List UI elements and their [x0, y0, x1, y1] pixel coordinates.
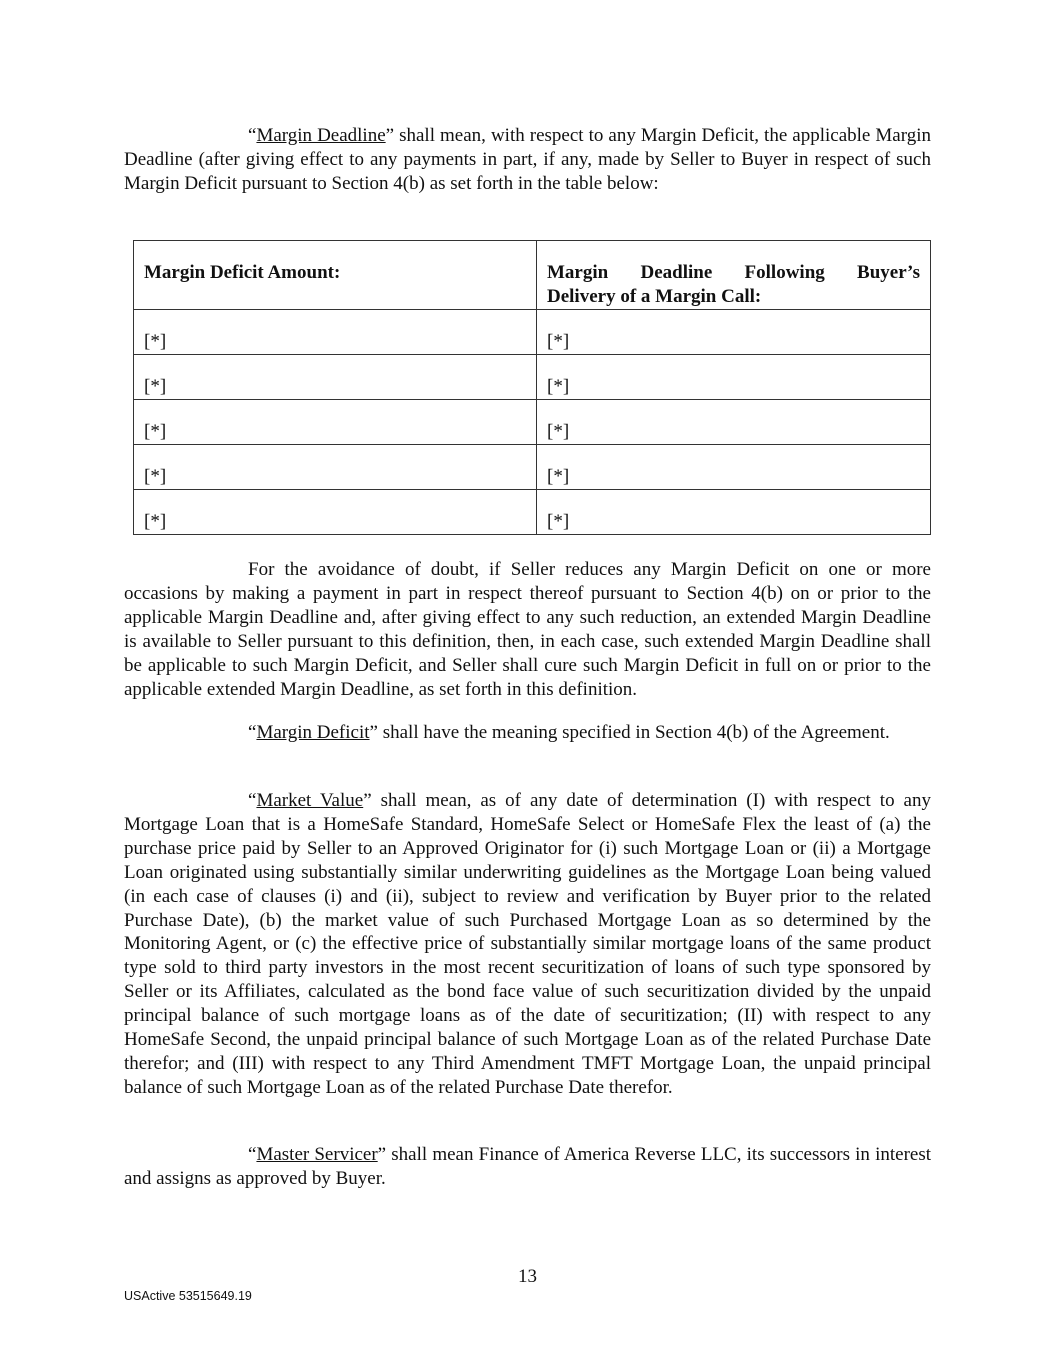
margin-deadline-table — [133, 240, 931, 535]
defined-term-margin-deadline: Margin Deadline — [256, 125, 386, 146]
table-cell: [*] — [134, 445, 537, 490]
open-quote: “ — [248, 1144, 257, 1165]
definition-text: ” shall mean, as of any date of determination (I) with respect to any Mortgage Loan that is a HomeSafe Standard, HomeSafe Select or HomeSafe Flex the least of (a) the purchase price paid by Seller to an Approved Originator for (i) such Mortgage Loan or (ii) a Mortgage Loan originated using substantially similar underwriting guidelines as the Mortgage Loan being valued (in each case of clauses (i) and (ii), subject to review and verification by Buyer prior to the related Purchase Date), (b) the market value of such Purchased Mortgage Loan as so determined by the Monitoring Agent, or (c) the effective price of substantially similar mortgage loans of the same product type sold to third party investors in the most recent securitization of loans of such type sponsored by Seller or its Affiliates, calculated as the bond face value of such securitization divided by the unpaid principal balance of such mortgage loans as of the date of securitization; (II) with respect to any HomeSafe Second, the unpaid principal balance of such Mortgage Loan as of the related Purchase Date therefor; and (III) with respect to any Third Amendment TMFT Mortgage Loan, the unpaid principal balance of such Mortgage Loan as of the related Purchase Date therefor. — [124, 790, 931, 1098]
table-header-row — [134, 241, 931, 310]
open-quote: “ — [248, 125, 257, 146]
table-cell: [*] — [134, 400, 537, 445]
table-cell: [*] — [537, 490, 931, 535]
defined-term-margin-deficit: Margin Deficit — [256, 722, 370, 743]
open-quote: “ — [248, 722, 257, 743]
document-id: USActive 53515649.19 — [124, 1289, 252, 1303]
table-cell: [*] — [537, 400, 931, 445]
table-cell: [*] — [537, 445, 931, 490]
table-cell: [*] — [537, 355, 931, 400]
table-row — [134, 490, 931, 535]
margin-deficit-definition — [124, 721, 931, 745]
definition-text: ” shall mean Finance of America Reverse LLC, its successors in interest and assigns as approved by Buyer. — [124, 1144, 931, 1189]
definition-text: ” shall mean, with respect to any Margin Deficit, the applicable Margin Deadline (after giving effect to any payments in part, if any, made by Seller to Buyer in respect of such Margin Deficit pursuant to Section 4(b) as set forth in the table below: — [124, 125, 931, 194]
master-servicer-definition — [124, 1143, 931, 1191]
table-cell: [*] — [134, 310, 537, 355]
header-margin-deficit-amount: Margin Deficit Amount: — [134, 241, 537, 310]
header-margin-deadline — [537, 241, 931, 310]
definition-text: ” shall have the meaning specified in Section 4(b) of the Agreement. — [369, 722, 890, 743]
defined-term-market-value: Market Value — [256, 790, 364, 811]
table-row — [134, 355, 931, 400]
table-cell: [*] — [537, 310, 931, 355]
table-row — [134, 445, 931, 490]
header-line-1: Margin Deadline Following Buyer’s — [547, 262, 920, 284]
table-cell: [*] — [134, 355, 537, 400]
page-number: 13 — [518, 1266, 537, 1287]
header-line-2: Delivery of a Margin Call: — [547, 286, 762, 308]
open-quote: “ — [248, 790, 257, 811]
defined-term-master-servicer: Master Servicer — [256, 1144, 378, 1165]
table-row — [134, 400, 931, 445]
avoidance-of-doubt-paragraph: For the avoidance of doubt, if Seller reduces any Margin Deficit on one or more occasions by making a payment in part in respect thereof pursuant to Section 4(b) on or prior to the applicable Margin Deadline and, after giving effect to any such reduction, an extended Margin Deadline is available to Seller pursuant to this definition, then, in each case, such extended Margin Deadline shall be applicable to such Margin Deficit, and Seller shall cure such Margin Deficit in full on or prior to the applicable extended Margin Deadline, as set forth in this definition. — [124, 559, 931, 700]
market-value-definition — [124, 789, 931, 1100]
table-row — [134, 310, 931, 355]
table-cell: [*] — [134, 490, 537, 535]
margin-deadline-definition — [124, 124, 931, 196]
